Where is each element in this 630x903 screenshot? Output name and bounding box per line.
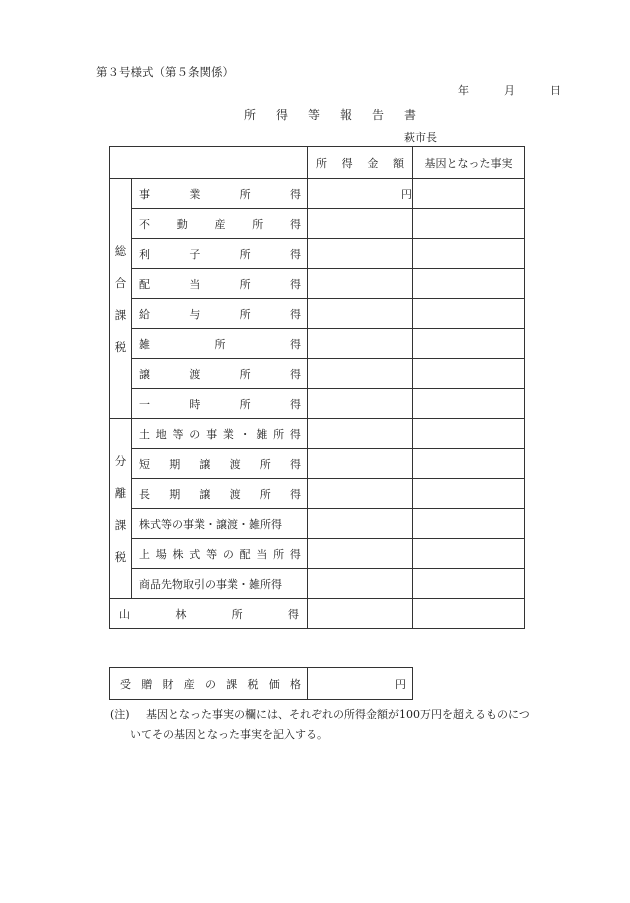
- income-type-cell: [132, 239, 308, 269]
- income-amount-field[interactable]: [308, 269, 413, 299]
- income-type-char: 得: [290, 217, 301, 231]
- income-type-char: 渡: [189, 367, 201, 381]
- title-char: 得: [276, 108, 289, 122]
- general-tax-group: [110, 179, 132, 419]
- income-type-char: 得: [289, 427, 301, 441]
- income-type-char: 所: [239, 307, 251, 321]
- header-row: [110, 147, 525, 179]
- table-row: [110, 419, 525, 449]
- table-row: [110, 269, 525, 299]
- general-tax-group-char: 課: [114, 307, 127, 322]
- income-type-char: 得: [289, 457, 301, 471]
- gift-label-char: 課: [226, 677, 238, 691]
- income-amount-field[interactable]: [308, 509, 413, 539]
- income-type-char: 所: [239, 277, 251, 291]
- income-type-char: 時: [189, 397, 201, 411]
- income-amount-field[interactable]: [308, 299, 413, 329]
- income-type-char: 所: [259, 457, 271, 471]
- income-type-char: 所: [273, 427, 285, 441]
- forestry-income-char: 得: [287, 607, 299, 621]
- income-type-cell: [132, 359, 308, 389]
- gift-label-cell: [110, 668, 308, 700]
- income-type-cell: [132, 569, 308, 599]
- income-amount-field[interactable]: [308, 389, 413, 419]
- amount-header: [308, 147, 413, 179]
- income-type-char: 得: [289, 487, 301, 501]
- income-type-char: 得: [289, 547, 301, 561]
- income-type-char: 産: [214, 217, 226, 231]
- income-type-char: 譲: [139, 367, 150, 381]
- income-type-char: 得: [289, 367, 301, 381]
- income-type-char: 渡: [229, 457, 241, 471]
- form-number-label: 第３号様式（第５条関係）: [96, 65, 234, 79]
- income-type-char: 配: [139, 277, 150, 291]
- table-row: [110, 449, 525, 479]
- title-char: 書: [404, 108, 417, 122]
- income-amount-field[interactable]: [308, 569, 413, 599]
- income-type-char: 所: [259, 487, 271, 501]
- income-type-char: 株: [172, 547, 184, 561]
- gift-label-char: 格: [290, 677, 301, 691]
- forestry-income-cell: [110, 599, 308, 629]
- separate-tax-group-char: 離: [114, 485, 127, 500]
- income-type-char: 長: [139, 487, 150, 501]
- income-type-char: 得: [289, 307, 301, 321]
- income-type-cell: [132, 179, 308, 209]
- table-row: [110, 479, 525, 509]
- income-type-char: 譲: [199, 457, 211, 471]
- income-type-char: 渡: [229, 487, 241, 501]
- income-amount-field[interactable]: [308, 449, 413, 479]
- note-line-1: 基因となった事実の欄には、それぞれの所得金額が100万円を超えるものにつ: [146, 708, 530, 721]
- income-type-char: 等: [172, 427, 184, 441]
- income-type-char: 雑: [139, 337, 150, 351]
- income-type-char: 所: [239, 187, 251, 201]
- income-type-char: 所: [239, 247, 251, 261]
- title-char: 報: [340, 108, 353, 122]
- income-amount-field[interactable]: 円: [308, 179, 413, 209]
- table-row: [110, 239, 525, 269]
- title-char: 告: [372, 108, 385, 122]
- source-fact-field[interactable]: [413, 389, 525, 419]
- fact-header: 基因となった事実: [413, 147, 525, 179]
- income-type-char: の: [222, 547, 234, 561]
- income-type-char: 期: [169, 487, 181, 501]
- table-row: [110, 329, 525, 359]
- general-tax-group-char: 合: [114, 275, 127, 290]
- income-type-cell: [132, 449, 308, 479]
- table-row: [110, 569, 525, 599]
- income-type-cell: [132, 299, 308, 329]
- title-char: 所: [244, 108, 257, 122]
- income-type-char: 子: [189, 247, 201, 261]
- income-type-char: 動: [176, 217, 188, 231]
- income-type-char: 給: [139, 307, 150, 321]
- income-type-char: 得: [289, 247, 301, 261]
- gift-table: [109, 667, 413, 700]
- income-type-char: 商品先物取引の事業・雑所得: [139, 577, 282, 591]
- general-tax-group-char: 税: [114, 339, 127, 354]
- income-amount-field[interactable]: [308, 329, 413, 359]
- income-type-char: 所: [273, 547, 285, 561]
- income-type-char: 当: [189, 277, 201, 291]
- separate-tax-group-char: 税: [114, 549, 127, 564]
- forestry-income-char: 山: [119, 607, 130, 621]
- income-type-char: 地: [155, 427, 167, 441]
- income-type-cell: [132, 329, 308, 359]
- income-type-char: 得: [289, 277, 301, 291]
- general-tax-group-char: 総: [114, 243, 127, 258]
- income-type-cell: [132, 209, 308, 239]
- source-fact-field[interactable]: [413, 269, 525, 299]
- income-amount-field[interactable]: [308, 479, 413, 509]
- source-fact-field[interactable]: [413, 299, 525, 329]
- income-type-cell: [132, 509, 308, 539]
- income-report-table: [109, 146, 525, 629]
- income-type-char: 業: [222, 427, 234, 441]
- source-fact-field[interactable]: [413, 569, 525, 599]
- amount-header-char: 所: [316, 156, 327, 170]
- table-row: [110, 359, 525, 389]
- income-type-char: 式: [189, 547, 201, 561]
- source-fact-field[interactable]: [413, 239, 525, 269]
- income-type-char: 等: [206, 547, 218, 561]
- gift-label-char: の: [205, 677, 216, 691]
- source-fact-field[interactable]: [413, 599, 525, 629]
- table-row: [110, 179, 525, 209]
- source-fact-field[interactable]: [413, 419, 525, 449]
- gift-amount-field[interactable]: 円: [308, 668, 413, 700]
- source-fact-field[interactable]: [413, 479, 525, 509]
- income-type-char: 期: [169, 457, 181, 471]
- source-fact-field[interactable]: [413, 359, 525, 389]
- income-amount-field[interactable]: [308, 539, 413, 569]
- forestry-income-char: 林: [175, 607, 187, 621]
- income-amount-field[interactable]: [308, 239, 413, 269]
- income-type-char: 不: [139, 217, 150, 231]
- gift-label-char: 産: [183, 677, 195, 691]
- note-head: (注): [110, 708, 130, 721]
- table-row: [110, 389, 525, 419]
- source-fact-field[interactable]: [413, 329, 525, 359]
- amount-header-char: 得: [341, 156, 353, 170]
- source-fact-field[interactable]: [413, 209, 525, 239]
- income-type-char: 得: [289, 397, 301, 411]
- income-type-char: 譲: [199, 487, 211, 501]
- amount-header-char: 額: [392, 156, 404, 170]
- source-fact-field[interactable]: [413, 179, 525, 209]
- income-type-char: 利: [139, 247, 150, 261]
- income-type-char: 事: [139, 187, 150, 201]
- income-amount-field[interactable]: [308, 359, 413, 389]
- separate-tax-group-char: 分: [114, 453, 127, 468]
- income-type-cell: [132, 389, 308, 419]
- income-type-char: 上: [139, 547, 150, 561]
- income-type-char: の: [189, 427, 201, 441]
- note: [110, 705, 570, 745]
- income-type-char: 業: [189, 187, 201, 201]
- income-amount-field[interactable]: [308, 599, 413, 629]
- gift-label-char: 税: [247, 677, 259, 691]
- table-row: [110, 209, 525, 239]
- income-type-cell: [132, 269, 308, 299]
- amount-header-char: 金: [367, 156, 379, 170]
- table-row: [110, 299, 525, 329]
- source-fact-field[interactable]: [413, 509, 525, 539]
- income-type-char: 所: [239, 397, 251, 411]
- date-day: 日: [550, 84, 561, 97]
- income-type-char: ・: [239, 427, 251, 441]
- income-type-char: 当: [256, 547, 268, 561]
- forestry-income-char: 所: [231, 607, 243, 621]
- income-type-char: 事: [206, 427, 218, 441]
- separate-tax-group-char: 課: [114, 517, 127, 532]
- table-row: [110, 599, 525, 629]
- income-type-char: 土: [139, 427, 150, 441]
- gift-label-char: 価: [268, 677, 280, 691]
- table-row: [110, 539, 525, 569]
- document-title: [244, 106, 416, 123]
- date-line: [458, 82, 561, 98]
- income-type-char: 与: [189, 307, 201, 321]
- income-type-cell: [132, 419, 308, 449]
- income-type-char: 雑: [256, 427, 268, 441]
- separate-tax-group: [110, 419, 132, 599]
- income-type-char: 一: [139, 397, 150, 411]
- income-amount-field[interactable]: [308, 209, 413, 239]
- gift-label-char: 財: [162, 677, 174, 691]
- income-type-cell: [132, 539, 308, 569]
- income-amount-field[interactable]: [308, 419, 413, 449]
- table-row: [110, 509, 525, 539]
- income-type-char: 場: [155, 547, 167, 561]
- income-type-char: 配: [239, 547, 251, 561]
- income-type-char: 短: [139, 457, 150, 471]
- income-type-char: 所: [239, 367, 251, 381]
- income-type-char: 所: [252, 217, 264, 231]
- income-type-char: 得: [289, 187, 301, 201]
- income-type-char: 所: [214, 337, 226, 351]
- source-fact-field[interactable]: [413, 449, 525, 479]
- header-blank-cell: [110, 147, 308, 179]
- source-fact-field[interactable]: [413, 539, 525, 569]
- income-type-char: 得: [290, 337, 301, 351]
- note-line-2: いてその基因となった事実を記入する。: [130, 728, 328, 741]
- income-type-cell: [132, 479, 308, 509]
- title-char: 等: [308, 108, 321, 122]
- income-type-char: 株式等の事業・譲渡・雑所得: [139, 517, 282, 531]
- gift-label-char: 贈: [141, 677, 153, 691]
- gift-label-char: 受: [120, 677, 131, 691]
- date-year: 年: [458, 84, 469, 97]
- gift-row: [110, 668, 413, 700]
- date-month: 月: [504, 84, 515, 97]
- recipient: 萩市長: [404, 131, 437, 144]
